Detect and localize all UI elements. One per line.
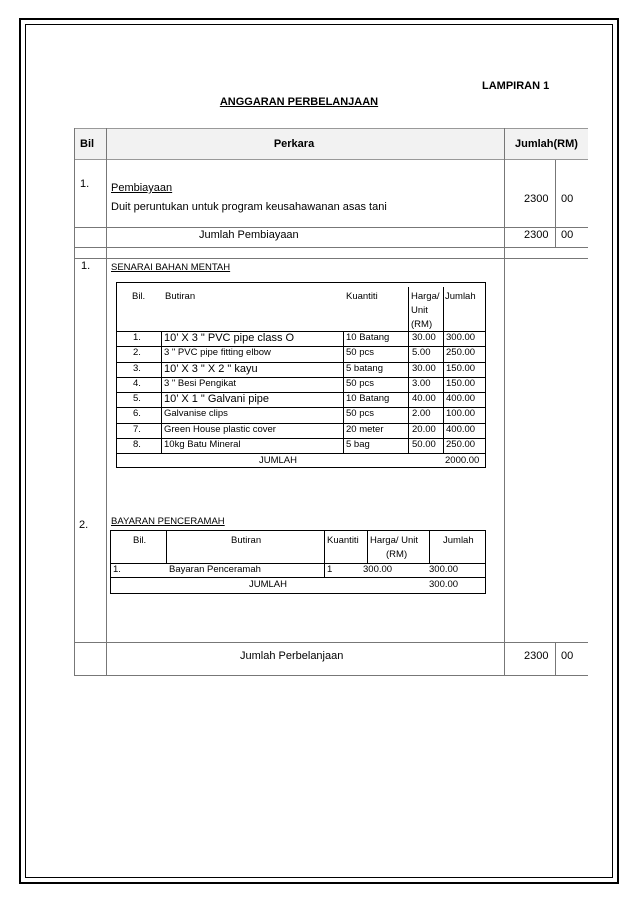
section1-number: 1.: [80, 178, 90, 190]
materials-row-jumlah: 100.00: [446, 408, 476, 420]
materials-row-kuantiti: 10 Batang: [346, 332, 390, 343]
materials-col-jumlah: Jumlah: [445, 291, 476, 302]
materials-row-butiran: 10kg Batu Mineral: [164, 438, 241, 450]
materials-row-line: [117, 392, 485, 393]
materials-row-bil: 1.: [133, 332, 141, 343]
materials-row-kuantiti: 5 batang: [346, 362, 383, 374]
speaker-vline-2: [324, 531, 325, 577]
materials-vline-3: [408, 287, 409, 453]
speaker-vline-1: [166, 531, 167, 563]
materials-col-harga-1: Harga/: [411, 291, 440, 302]
materials-row-line: [117, 377, 485, 378]
materials-row-kuantiti: 5 bag: [346, 438, 370, 450]
materials-row-jumlah: 250.00: [446, 438, 476, 450]
grid-cents-divider-2: [555, 642, 556, 675]
grid-row-line-1: [74, 227, 588, 228]
speaker-vline-3: [367, 531, 368, 563]
materials-row-harga: 20.00: [412, 423, 436, 435]
materials-row-jumlah: 400.00: [446, 423, 476, 435]
grid-row-line-3: [74, 258, 588, 259]
grand-total-label: Jumlah Perbelanjaan: [240, 650, 344, 662]
speaker-row-butiran: Bayaran Penceramah: [169, 564, 261, 575]
grid-bil-divider: [106, 128, 107, 675]
materials-row-bil: 8.: [133, 438, 141, 450]
materials-row-harga: 2.00: [412, 408, 431, 420]
grand-total-amount: 2300: [524, 650, 549, 662]
grid-cents-divider-1: [555, 160, 556, 248]
section1-total-cents: 00: [561, 229, 574, 241]
speaker-row-harga: 300.00: [363, 564, 393, 575]
speaker-row-bil: 1.: [113, 564, 121, 575]
materials-row-harga: 30.00: [412, 362, 436, 374]
speaker-col-harga-2: (RM): [386, 549, 408, 560]
speaker-total-value: 300.00: [429, 579, 459, 590]
grid-jumlah-divider: [504, 128, 505, 675]
materials-row-bil: 3.: [133, 362, 141, 374]
materials-total-value: 2000.00: [445, 455, 480, 466]
materials-col-butiran: Butiran: [165, 291, 196, 302]
materials-col-kuantiti: Kuantiti: [346, 291, 378, 302]
materials-row-harga: 30.00: [412, 332, 436, 343]
materials-row-butiran: 3 " Besi Pengikat: [164, 377, 237, 389]
materials-row-harga: 40.00: [412, 393, 436, 404]
materials-row-line: [117, 423, 485, 424]
materials-row-line: [117, 362, 485, 363]
speaker-row-kuantiti: 1: [327, 564, 333, 575]
speaker-col-harga-1: Harga/ Unit: [370, 535, 419, 546]
materials-row-kuantiti: 50 pcs: [346, 377, 374, 389]
speaker-col-jumlah: Jumlah: [443, 535, 474, 546]
lampiran-label: LAMPIRAN 1: [482, 80, 550, 92]
section3-number: 2.: [79, 519, 89, 531]
table-header: [74, 128, 588, 160]
materials-col-harga-3: (RM): [411, 319, 433, 330]
section3-heading: BAYARAN PENCERAMAH: [111, 516, 225, 527]
section1-total-amount: 2300: [524, 229, 549, 241]
speaker-col-butiran: Butiran: [231, 535, 262, 546]
materials-row-line: [117, 346, 485, 347]
speaker-row-line: [111, 577, 485, 578]
grid-row-line-4: [74, 642, 588, 643]
speaker-total-label: JUMLAH: [249, 579, 288, 590]
speaker-vline-4: [429, 531, 430, 563]
materials-row-kuantiti: 50 pcs: [346, 408, 374, 420]
materials-row-butiran: Galvanise clips: [164, 408, 228, 420]
header-bil: Bil: [80, 138, 95, 150]
materials-row-line: [117, 438, 485, 439]
materials-row-kuantiti: 10 Batang: [346, 393, 390, 404]
materials-row-jumlah: 150.00: [446, 362, 476, 374]
materials-row-butiran: 10’ X 3 " X 2 " kayu: [164, 362, 258, 375]
header-perkara: Perkara: [273, 138, 315, 150]
materials-vline-4: [443, 287, 444, 453]
section1-description: Duit peruntukan untuk program keusahawanan asas tani: [111, 201, 387, 213]
grid-row-line-2: [74, 247, 588, 248]
materials-row-jumlah: 400.00: [446, 393, 476, 404]
speaker-col-bil: Bil.: [133, 535, 147, 546]
materials-row-bil: 5.: [133, 393, 141, 404]
materials-row-bil: 7.: [133, 423, 141, 435]
grid-bottom: [74, 675, 588, 676]
materials-table: [116, 282, 486, 468]
header-jumlah: Jumlah(RM): [515, 138, 578, 150]
speaker-table: [110, 530, 486, 594]
materials-row-harga: 50.00: [412, 438, 436, 450]
materials-row-harga: 3.00: [412, 377, 431, 389]
speaker-row-jumlah: 300.00: [429, 564, 459, 575]
materials-total-line: [117, 453, 485, 454]
section2-number: 1.: [81, 260, 91, 272]
section1-heading: Pembiayaan: [111, 182, 173, 194]
section1-amount: 2300: [524, 193, 549, 205]
materials-row-bil: 6.: [133, 408, 141, 420]
materials-row-kuantiti: 50 pcs: [346, 347, 374, 359]
materials-row-bil: 4.: [133, 377, 141, 389]
section1-cents: 00: [561, 193, 574, 205]
materials-col-harga-2: Unit: [411, 305, 428, 316]
materials-row-butiran: Green House plastic cover: [164, 423, 276, 435]
section2-heading: SENARAI BAHAN MENTAH: [111, 262, 231, 273]
page-title: [0, 96, 638, 108]
grand-total-cents: 00: [561, 650, 574, 662]
materials-row-butiran: 10’ X 3 " PVC pipe class O: [164, 332, 295, 344]
section1-total-label: Jumlah Pembiayaan: [199, 229, 299, 241]
materials-row-kuantiti: 20 meter: [346, 423, 384, 435]
materials-row-butiran: 3 " PVC pipe fitting elbow: [164, 347, 271, 359]
materials-row-jumlah: 250.00: [446, 347, 476, 359]
grid-left: [74, 128, 75, 675]
speaker-col-kuantiti: Kuantiti: [327, 535, 359, 546]
materials-row-harga: 5.00: [412, 347, 431, 359]
materials-total-label: JUMLAH: [259, 455, 298, 466]
materials-row-butiran: 10’ X 1 " Galvani pipe: [164, 393, 270, 405]
materials-row-bil: 2.: [133, 347, 141, 359]
materials-row-jumlah: 150.00: [446, 377, 476, 389]
page-title-text: ANGGARAN PERBELANJAAN: [219, 96, 379, 108]
materials-row-line: [117, 407, 485, 408]
materials-row-jumlah: 300.00: [446, 332, 476, 343]
materials-col-bil: Bil.: [132, 291, 146, 302]
